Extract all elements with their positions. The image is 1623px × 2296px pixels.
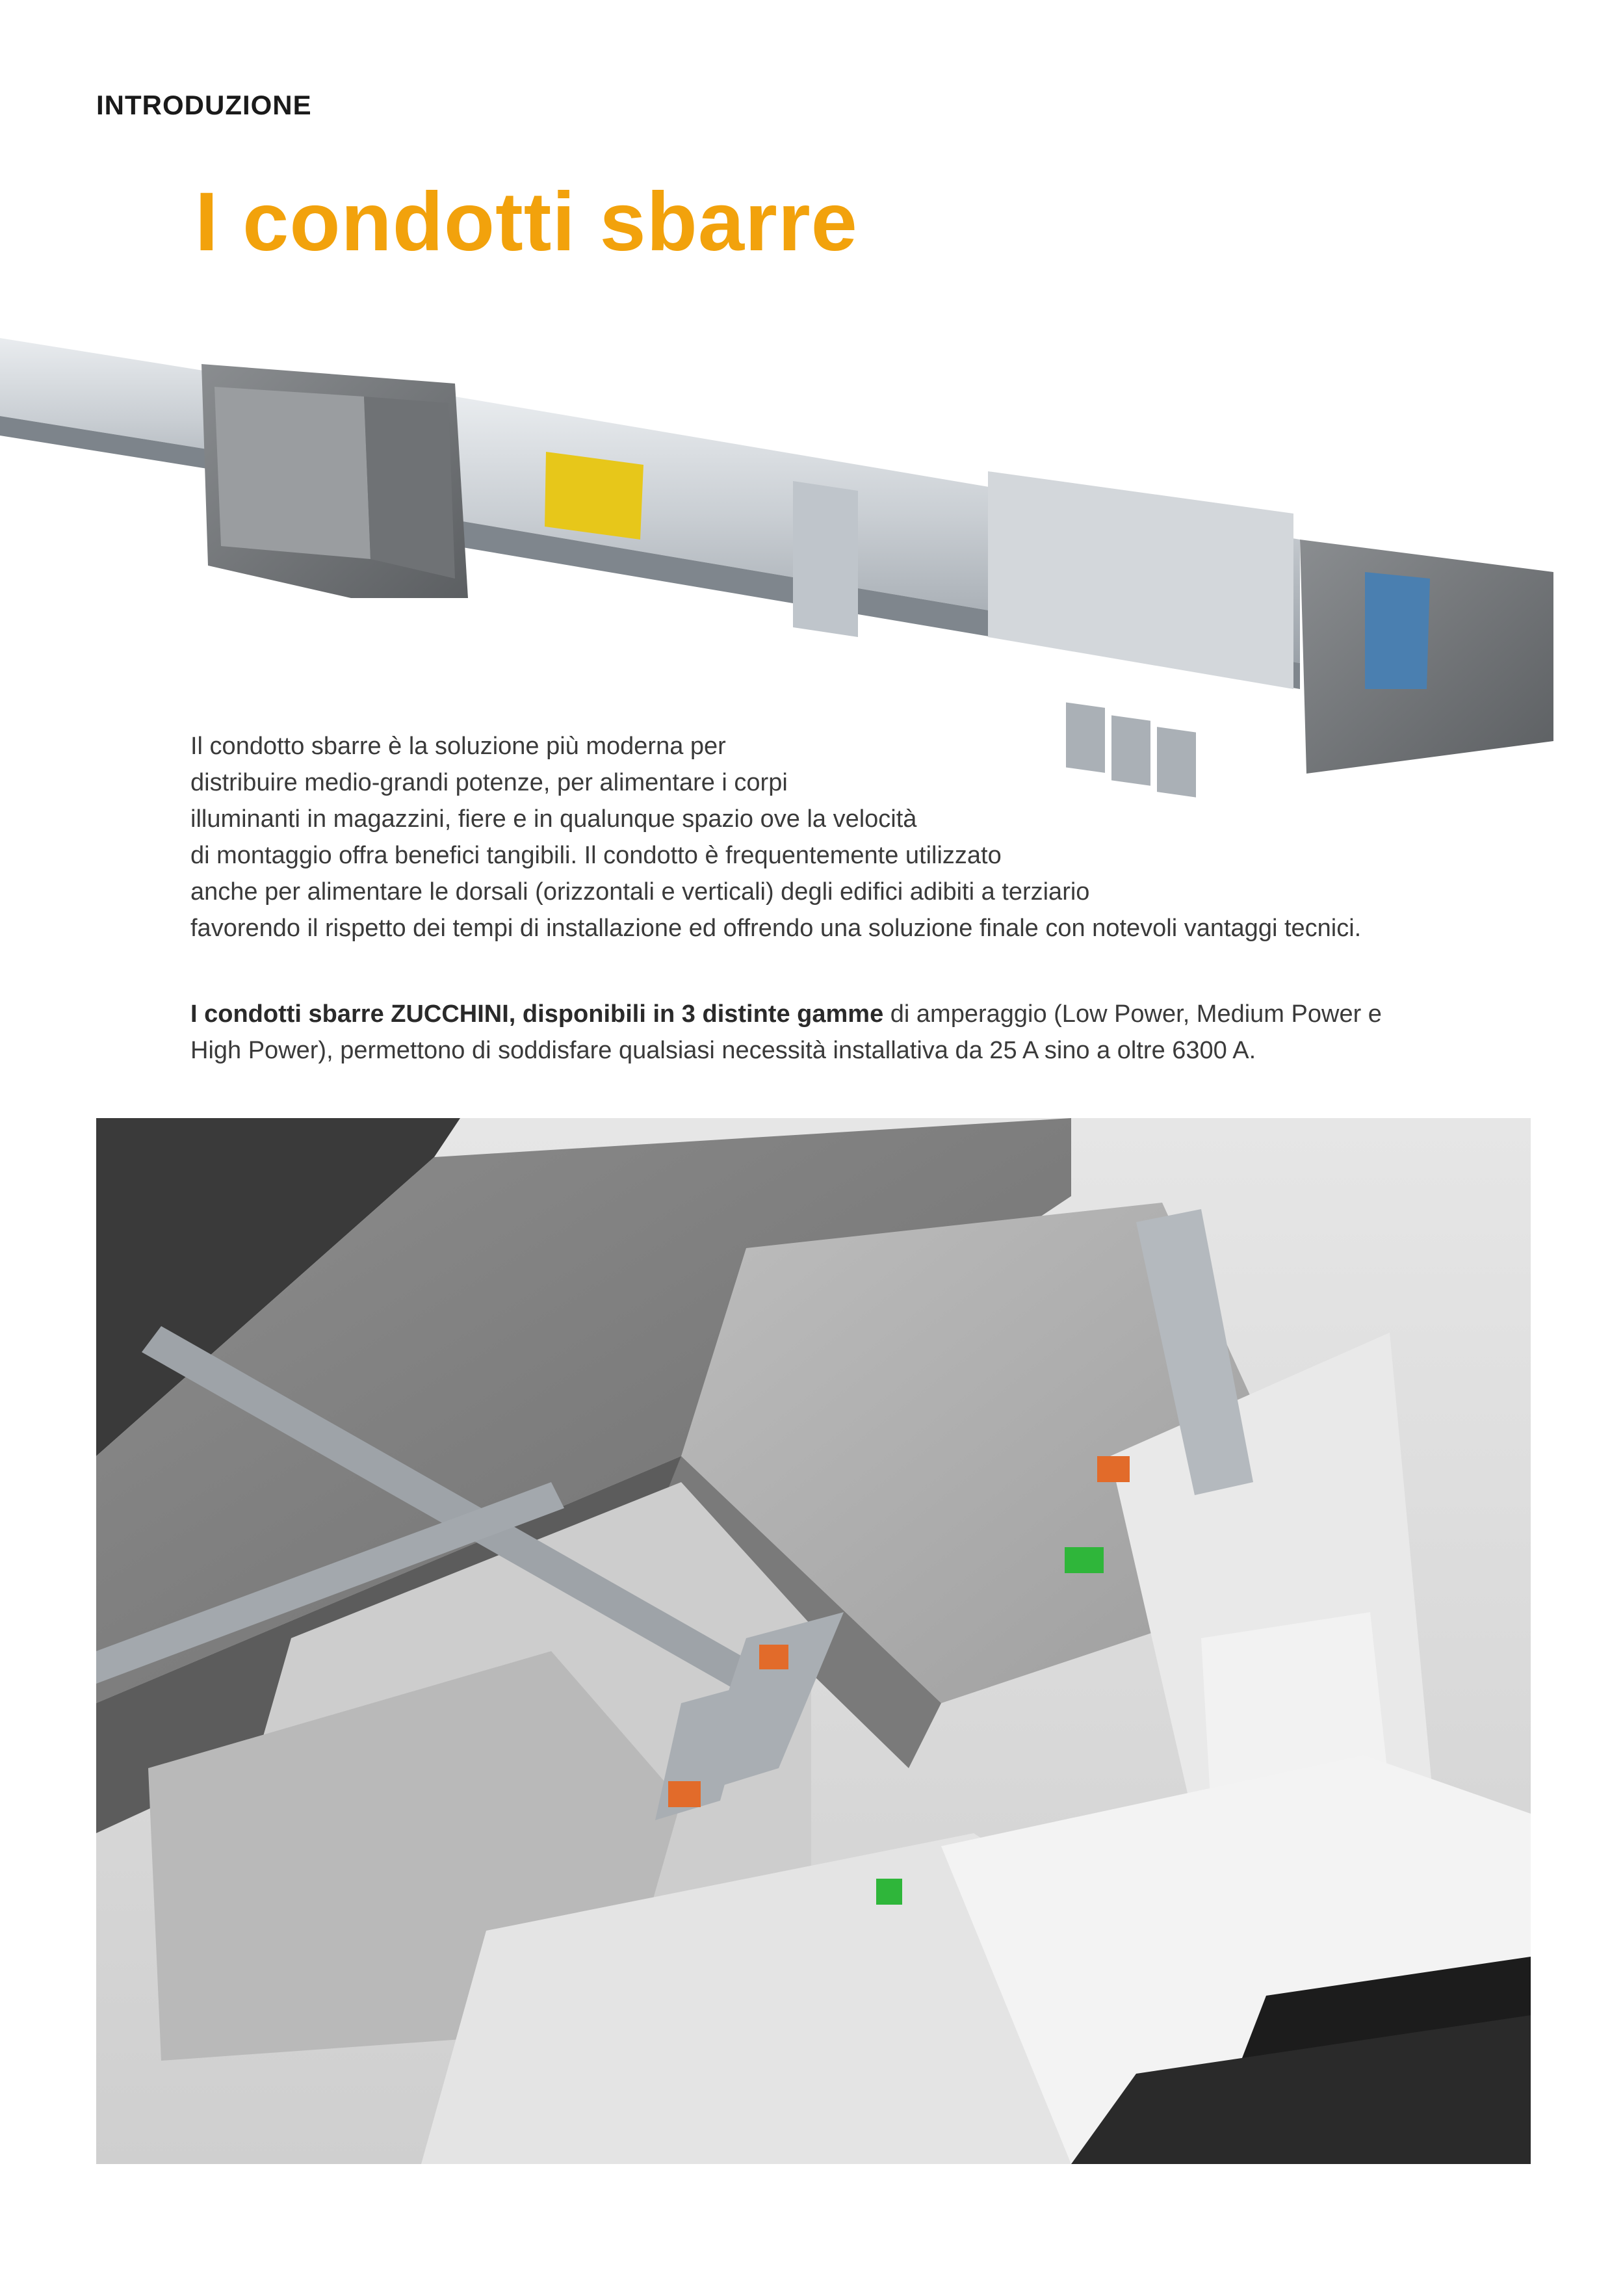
intro-line: illuminanti in magazzini, fiere e in qualunque spazio ove la velocità [190,805,917,833]
intro-line: di montaggio offra benefici tangibili. Il condotto è frequentemente utilizzato [190,842,1002,869]
intro-line: distribuire medio-grandi potenze, per alimentare i corpi [190,769,788,796]
intro-line: anche per alimentare le dorsali (orizzontali e verticali) degli edifici adibiti a terziario [190,878,1090,906]
intro-paragraph [190,728,1490,946]
intro-line: favorendo il rispetto dei tempi di installazione ed offrendo una soluzione finale con notevoli vantaggi tecnici. [190,915,1362,942]
intro-line: Il condotto sbarre è la soluzione più moderna per [190,733,726,760]
ranges-line: High Power), permettono di soddisfare qualsiasi necessità installativa da 25 A sino a oltre 6300 A. [190,1037,1256,1064]
ranges-bold-text: I condotti sbarre ZUCCHINI, disponibili in 3 distinte gamme [190,1000,884,1028]
ranges-text: di amperaggio (Low Power, Medium Power e [883,1000,1382,1028]
ranges-line [190,996,1523,1032]
busbar-installation-photo [96,1118,1531,2164]
section-label: INTRODUZIONE [96,90,312,120]
page-title: I condotti sbarre [195,176,858,268]
ranges-paragraph [190,996,1523,1069]
